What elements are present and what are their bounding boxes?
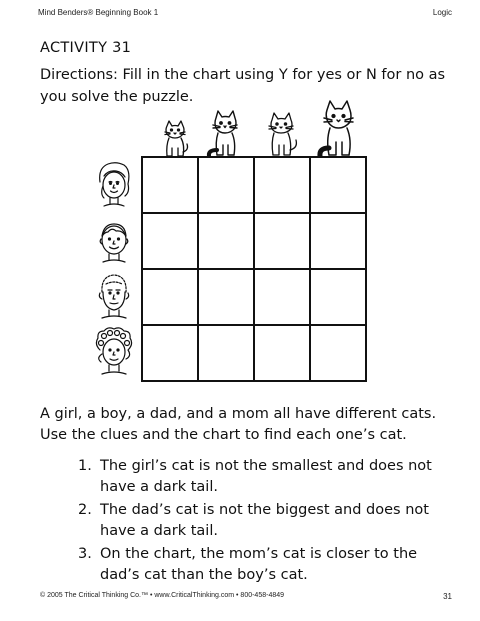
chart-cell[interactable] [254,269,310,325]
activity-title: ACTIVITY 31 [40,40,132,56]
clue-item [78,456,450,498]
clue-list [78,456,450,588]
clue-item [78,544,450,586]
dad-face-icon [94,270,134,320]
clue-number: 1. [78,458,92,474]
chart-cell[interactable] [198,157,254,213]
chart-row-dad [142,269,366,325]
page-number: 31 [443,592,452,601]
chart-cell[interactable] [310,269,366,325]
chart-cell[interactable] [198,213,254,269]
clue-number: 2. [78,502,92,518]
topic-label: Logic [432,8,452,17]
clue-text: The girl’s cat is not the smallest and does not have a dark tail. [100,458,432,495]
chart-cell[interactable] [254,213,310,269]
chart-cell[interactable] [142,325,198,381]
girl-face-icon [94,160,134,208]
chart-cell[interactable] [310,157,366,213]
clue-number: 3. [78,546,92,562]
chart-row-boy [142,213,366,269]
chart-cell[interactable] [254,157,310,213]
chart-cell[interactable] [310,213,366,269]
chart-cell[interactable] [254,325,310,381]
mom-face-icon [92,326,136,376]
clue-item [78,500,450,542]
small-cat-icon [158,120,192,158]
clue-text: The dad’s cat is not the biggest and does not have a dark tail. [100,502,429,539]
chart-cell[interactable] [198,269,254,325]
chart-cell[interactable] [142,157,198,213]
clue-text: On the chart, the mom’s cat is closer to the dad’s cat than the boy’s cat. [100,546,418,583]
copyright-footer: © 2005 The Critical Thinking Co.™ • www.CriticalThinking.com • 800-458-4849 [40,592,285,599]
book-title: Mind Benders® Beginning Book 1 [38,8,159,17]
chart-cell[interactable] [198,325,254,381]
medium-cat-icon [262,112,300,158]
dark-tail-cat-icon [204,110,246,158]
chart-row-girl [142,157,366,213]
boy-face-icon [94,218,134,264]
directions-text: Directions: Fill in the chart using Y for yes or N for no as you solve the puzzle. [40,67,446,105]
logic-chart [141,156,367,382]
story-text: A girl, a boy, a dad, and a mom all have different cats. Use the clues and the chart to find each one’s cat. [40,406,437,443]
chart-cell[interactable] [310,325,366,381]
chart-cell[interactable] [142,269,198,325]
chart-row-mom [142,325,366,381]
chart-cell[interactable] [142,213,198,269]
big-cat-icon [314,100,362,158]
